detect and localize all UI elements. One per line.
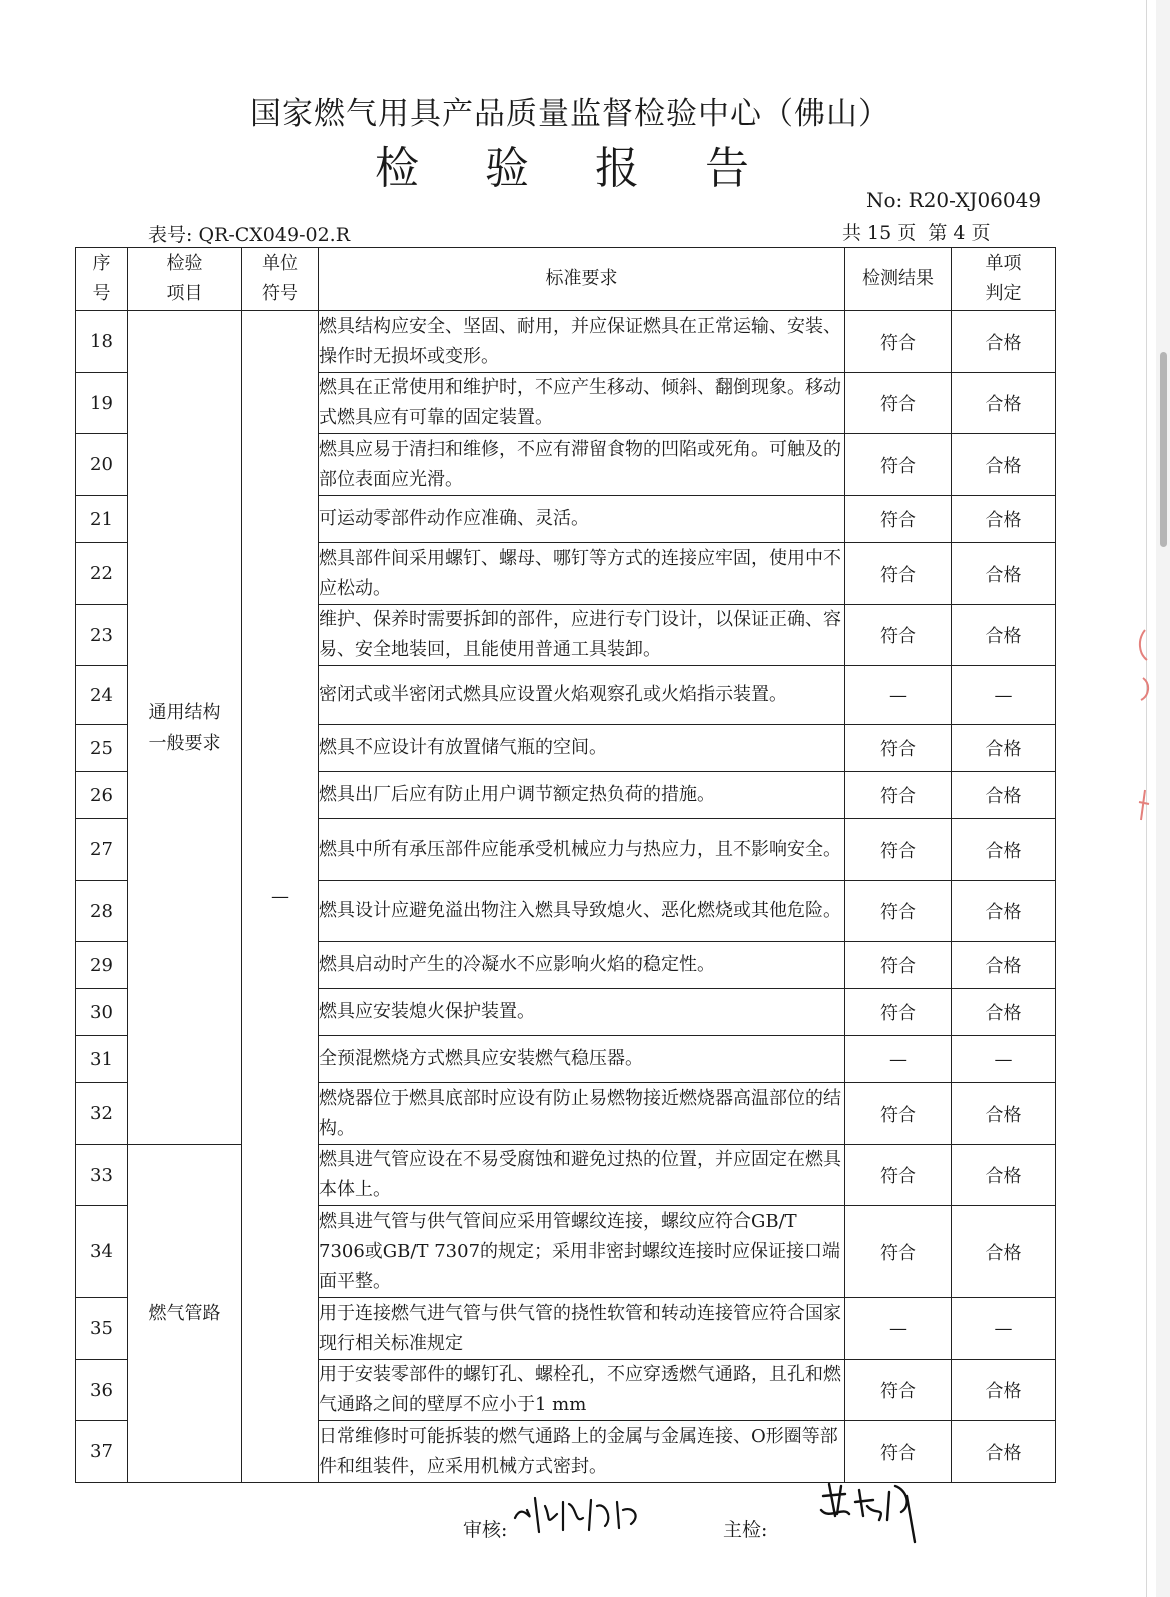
test-result: 符合 (845, 543, 952, 605)
requirement-text: 全预混燃烧方式燃具应安装燃气稳压器。 (319, 1036, 845, 1083)
test-result: 符合 (845, 1360, 952, 1421)
row-number: 33 (76, 1145, 128, 1206)
row-number: 35 (76, 1298, 128, 1360)
test-result: 符合 (845, 1421, 952, 1483)
requirement-text: 维护、保养时需要拆卸的部件，应进行专门设计，以保证正确、容易、安全地装回，且能使用普通工具装卸。 (319, 605, 845, 666)
item-general-structure: 通用结构一般要求 (128, 311, 242, 1145)
header-judgement: 单项判定 (952, 248, 1056, 311)
inspector-label: 主检: (723, 1519, 768, 1541)
item-judgement: 合格 (952, 543, 1056, 605)
requirement-text: 燃具进气管应设在不易受腐蚀和避免过热的位置，并应固定在燃具本体上。 (319, 1145, 845, 1206)
requirement-text: 用于连接燃气进气管与供气管的挠性软管和转动连接管应符合国家现行相关标准规定 (319, 1298, 845, 1360)
header-no: 序号 (76, 248, 128, 311)
requirement-text: 燃具应易于清扫和维修，不应有滞留食物的凹陷或死角。可触及的部位表面应光滑。 (319, 434, 845, 496)
header-unit: 单位符号 (242, 248, 319, 311)
reviewer-signature (505, 1488, 655, 1538)
test-result: 符合 (845, 819, 952, 881)
requirement-text: 燃烧器位于燃具底部时应设有防止易燃物接近燃烧器高温部位的结构。 (319, 1083, 845, 1145)
test-result: 符合 (845, 373, 952, 434)
item-judgement: 合格 (952, 496, 1056, 543)
requirement-text: 燃具不应设计有放置储气瓶的空间。 (319, 725, 845, 772)
test-result: 符合 (845, 605, 952, 666)
row-number: 25 (76, 725, 128, 772)
row-number: 20 (76, 434, 128, 496)
item-judgement: 合格 (952, 819, 1056, 881)
test-result: 符合 (845, 1083, 952, 1145)
item-judgement: 合格 (952, 989, 1056, 1036)
test-result: — (845, 666, 952, 725)
requirement-text: 燃具应安装熄火保护装置。 (319, 989, 845, 1036)
row-number: 21 (76, 496, 128, 543)
row-number: 18 (76, 311, 128, 373)
red-stamp-fragment (1131, 620, 1153, 850)
test-result: 符合 (845, 881, 952, 942)
scrollbar-track[interactable] (1156, 0, 1170, 1597)
header-item: 检验项目 (128, 248, 242, 311)
unit-symbol: — (242, 311, 319, 1483)
row-number: 22 (76, 543, 128, 605)
reviewer-label: 审核: (463, 1519, 508, 1541)
row-number: 19 (76, 373, 128, 434)
page-info (842, 218, 996, 245)
header-result: 检测结果 (845, 248, 952, 311)
inspection-table (75, 247, 1056, 1483)
item-judgement: 合格 (952, 1083, 1056, 1145)
test-result: 符合 (845, 725, 952, 772)
test-result: — (845, 1298, 952, 1360)
item-judgement: 合格 (952, 725, 1056, 772)
org-title: 国家燃气用具产品质量监督检验中心（佛山） (250, 96, 890, 132)
row-number: 36 (76, 1360, 128, 1421)
item-judgement: — (952, 1036, 1056, 1083)
requirement-text: 燃具进气管与供气管间应采用管螺纹连接，螺纹应符合GB/T 7306或GB/T 7307的规定；采用非密封螺纹连接时应保证接口端面平整。 (319, 1206, 845, 1298)
item-judgement: 合格 (952, 434, 1056, 496)
requirement-text: 燃具部件间采用螺钉、螺母、哪钉等方式的连接应牢固，使用中不应松动。 (319, 543, 845, 605)
item-judgement: 合格 (952, 772, 1056, 819)
test-result: 符合 (845, 311, 952, 373)
test-result: 符合 (845, 772, 952, 819)
row-number: 27 (76, 819, 128, 881)
item-gas-pipeline: 燃气管路 (128, 1145, 242, 1483)
test-result: — (845, 1036, 952, 1083)
header-requirement: 标准要求 (319, 248, 845, 311)
test-result: 符合 (845, 1145, 952, 1206)
row-number: 24 (76, 666, 128, 725)
test-result: 符合 (845, 1206, 952, 1298)
item-judgement: 合格 (952, 942, 1056, 989)
item-judgement: — (952, 666, 1056, 725)
requirement-text: 燃具出厂后应有防止用户调节额定热负荷的措施。 (319, 772, 845, 819)
item-judgement: 合格 (952, 311, 1056, 373)
report-number: No: R20-XJ06049 (866, 188, 1042, 212)
row-number: 29 (76, 942, 128, 989)
test-result: 符合 (845, 989, 952, 1036)
table-header-row (76, 248, 1056, 311)
requirement-text: 可运动零部件动作应准确、灵活。 (319, 496, 845, 543)
row-number: 34 (76, 1206, 128, 1298)
requirement-text: 密闭式或半密闭式燃具应设置火焰观察孔或火焰指示装置。 (319, 666, 845, 725)
requirement-text: 日常维修时可能拆装的燃气通路上的金属与金属连接、O形圈等部件和组装件，应采用机械方式密封。 (319, 1421, 845, 1483)
doc-title: 检 验 报 告 (375, 143, 775, 194)
requirement-text: 燃具中所有承压部件应能承受机械应力与热应力，且不影响安全。 (319, 819, 845, 881)
test-result: 符合 (845, 942, 952, 989)
row-number: 31 (76, 1036, 128, 1083)
row-number: 23 (76, 605, 128, 666)
item-judgement: 合格 (952, 1206, 1056, 1298)
row-number: 28 (76, 881, 128, 942)
requirement-text: 燃具结构应安全、坚固、耐用，并应保证燃具在正常运输、安装、操作时无损坏或变形。 (319, 311, 845, 373)
form-number: 表号: QR-CX049-02.R (148, 224, 351, 246)
requirement-text: 燃具在正常使用和维护时，不应产生移动、倾斜、翻倒现象。移动式燃具应有可靠的固定装置。 (319, 373, 845, 434)
table-row (76, 311, 1056, 373)
item-judgement: — (952, 1298, 1056, 1360)
item-judgement: 合格 (952, 373, 1056, 434)
row-number: 32 (76, 1083, 128, 1145)
test-result: 符合 (845, 496, 952, 543)
scrollbar-thumb[interactable] (1160, 352, 1167, 547)
item-judgement: 合格 (952, 881, 1056, 942)
item-judgement: 合格 (952, 1421, 1056, 1483)
item-judgement: 合格 (952, 605, 1056, 666)
row-number: 26 (76, 772, 128, 819)
inspector-signature (815, 1476, 935, 1548)
requirement-text: 用于安装零部件的螺钉孔、螺栓孔，不应穿透燃气通路，且孔和燃气通路之间的壁厚不应小于1 mm (319, 1360, 845, 1421)
test-result: 符合 (845, 434, 952, 496)
row-number: 37 (76, 1421, 128, 1483)
current-page: 第 4 页 (928, 222, 991, 244)
table-row (76, 1145, 1056, 1206)
requirement-text: 燃具启动时产生的冷凝水不应影响火焰的稳定性。 (319, 942, 845, 989)
row-number: 30 (76, 989, 128, 1036)
total-pages: 共 15 页 (842, 222, 917, 244)
item-judgement: 合格 (952, 1145, 1056, 1206)
requirement-text: 燃具设计应避免溢出物注入燃具导致熄火、恶化燃烧或其他危险。 (319, 881, 845, 942)
item-judgement: 合格 (952, 1360, 1056, 1421)
